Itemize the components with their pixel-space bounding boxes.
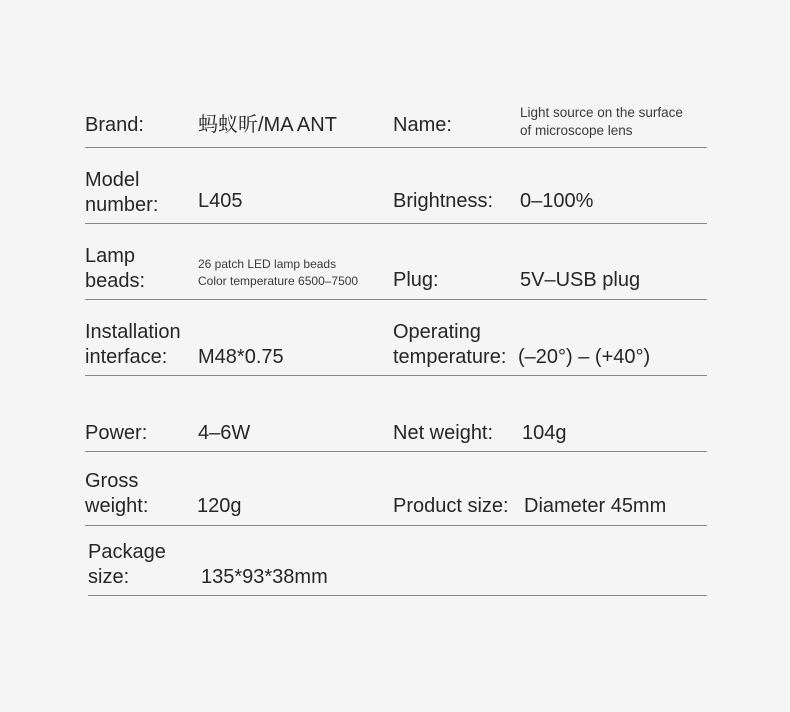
brand-value: 蚂蚁昕/MA ANT [198,114,337,136]
gross-weight-value: 120g [197,495,242,517]
lamp-label-line2: beads: [85,270,146,292]
lamp-value-line2: Color temperature 6500–7500 [198,274,359,288]
lamp-label-line1: Lamp [85,245,136,267]
installation-label-line1: Installation [85,321,181,343]
row-divider [85,375,707,376]
net-weight-value: 104g [522,422,567,444]
model-label [85,168,158,218]
installation-label [85,320,181,370]
name-value-line1: Light source on the surface [520,105,683,120]
row-divider [85,147,707,148]
plug-value: 5V–USB plug [520,269,641,291]
name-value-line2: of microscope lens [520,123,633,138]
gross-weight-label-line2: weight: [85,495,149,517]
row-divider [85,525,707,526]
operating-label [393,320,506,370]
model-label-line2: number: [85,194,159,216]
package-size-label [88,540,166,590]
row-divider [88,595,707,596]
gross-weight-label [85,469,148,519]
installation-label-line2: interface: [85,346,168,368]
name-value [520,104,683,140]
power-label: Power: [85,422,148,444]
row-divider [85,223,707,224]
model-label-line1: Model [85,169,140,191]
power-value: 4–6W [198,422,251,444]
model-value: L405 [198,190,243,212]
package-size-label-line2: size: [88,566,130,588]
plug-label: Plug: [393,269,439,291]
brand-label: Brand: [85,114,144,136]
lamp-label [85,244,145,294]
installation-value: M48*0.75 [198,346,284,368]
row-divider [85,299,707,300]
lamp-value [198,256,358,290]
package-size-value: 135*93*38mm [201,566,328,588]
net-weight-label: Net weight: [393,422,494,444]
name-label: Name: [393,114,452,136]
brightness-label: Brightness: [393,190,494,212]
package-size-label-line1: Package [88,541,166,563]
brightness-value: 0–100% [520,190,594,212]
operating-value: (–20°) – (+40°) [518,346,651,368]
product-size-label: Product size: [393,495,509,517]
row-divider [85,451,707,452]
operating-label-line1: Operating [393,321,481,343]
operating-label-line2: temperature: [393,346,507,368]
gross-weight-label-line1: Gross [85,470,139,492]
lamp-value-line1: 26 patch LED lamp beads [198,257,337,271]
product-size-value: Diameter 45mm [524,495,667,517]
